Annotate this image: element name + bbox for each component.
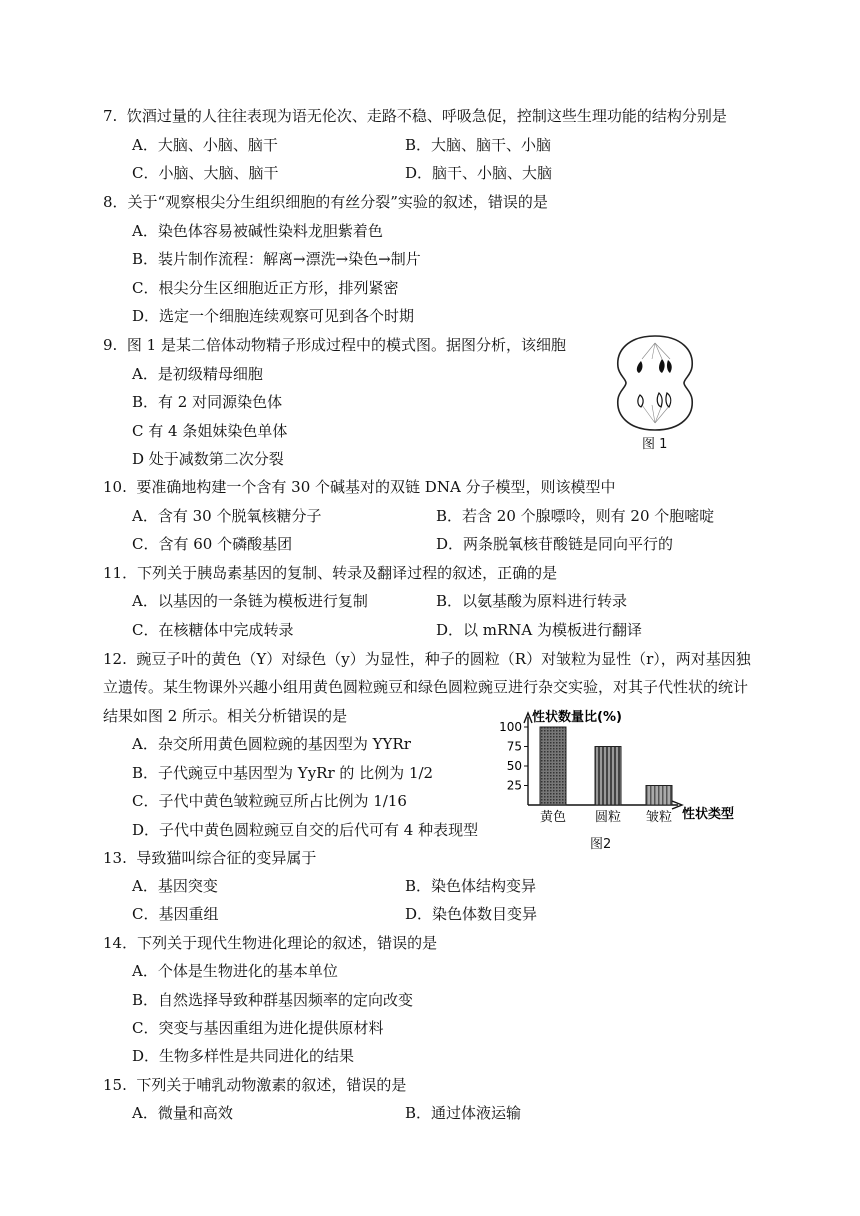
question-number: 14． [103,934,138,952]
option-a: A．含有 30 个脱氧核糖分子 [132,507,322,525]
question-text: 关于“观察根尖分生组织细胞的有丝分裂”实验的叙述，错误的是 [127,193,548,211]
option-a: A．杂交所用黄色圆粒豌的基因型为 YYRr [132,735,411,753]
question-12-stem-line3: 结果如图 2 所示。相关分析错误的是 [103,707,348,725]
question-number: 10. [103,478,127,496]
question-text: 下列关于胰岛素基因的复制、转录及翻译过程的叙述，正确的是 [137,564,558,582]
y-tick-label: 75 [506,739,522,754]
question-number: 9. [103,336,118,354]
question-13-stem [103,848,316,868]
y-tick-label: 25 [506,778,522,793]
option-b: B．装片制作流程：解离→漂洗→染色→制片 [132,250,421,268]
option-c: C 有 4 条姐妹染色单体 [132,422,288,440]
question-7-stem [103,106,727,126]
option-d: D 处于减数第二次分裂 [132,450,284,468]
bar-chart-svg [490,703,750,853]
option-b: B．子代豌豆中基因型为 YyRr 的 比例为 1/2 [132,764,434,782]
option-a: A．是初级精母细胞 [132,365,263,383]
option-a: A．基因突变 [132,877,218,895]
question-number: 7. [103,107,118,125]
option-b: B．大脑、脑干、小脑 [405,136,552,154]
x-axis-label: 性状类型 [682,807,735,822]
question-8-stem [103,192,548,212]
option-c: C．基因重组 [132,905,219,923]
option-c: C．在核糖体中完成转录 [132,621,294,639]
option-a: A．微量和高效 [132,1104,233,1122]
option-b: B．以氨基酸为原料进行转录 [436,592,628,610]
option-b: B．有 2 对同源染色体 [132,393,283,411]
question-text: 图 1 是某二倍体动物精子形成过程中的模式图。据图分析，该细胞 [126,336,566,354]
question-9-stem [103,335,566,355]
question-14-stem [103,933,437,953]
option-c: C．含有 60 个磷酸基团 [132,535,293,553]
option-a: A．以基因的一条链为模板进行复制 [132,592,368,610]
question-10-stem [103,477,616,497]
bar-2 [646,786,672,806]
question-number: 8． [103,193,128,211]
option-d: D．两条脱氧核苷酸链是同向平行的 [436,535,674,553]
option-d: D．选定一个细胞连续观察可见到各个时期 [132,307,415,325]
category-label: 黄色 [539,810,567,825]
option-d: D．以 mRNA 为模板进行翻译 [436,621,643,639]
option-a: A．染色体容易被碱性染料龙胆紫着色 [132,222,383,240]
question-text: 下列关于现代生物进化理论的叙述，错误的是 [137,934,438,952]
question-text: 导致猫叫综合征的变异属于 [136,849,317,867]
option-b: B．染色体结构变异 [405,877,537,895]
option-b: B．自然选择导致种群基因频率的定向改变 [132,991,414,1009]
question-12-stem-line1 [103,649,751,669]
y-tick-label: 100 [499,720,522,734]
figure-2-bar-chart [490,703,750,853]
option-c: C．小脑、大脑、脑干 [132,164,279,182]
question-text: 豌豆子叶的黄色（Y）对绿色（y）为显性，种子的圆粒（R）对皱粒为显性（r），两对基因独 [136,650,751,668]
question-text: 饮酒过量的人往往表现为语无伦次、走路不稳、呼吸急促，控制这些生理功能的结构分别是 [126,107,727,125]
question-text: 下列关于哺乳动物激素的叙述，错误的是 [136,1076,407,1094]
figure-2-caption: 图2 [590,837,612,852]
question-number: 13. [103,849,127,867]
option-b: B．若含 20 个腺嘌呤，则有 20 个胞嘧啶 [436,507,715,525]
question-number: 11． [103,564,138,582]
figure-1-caption: 图 1 [642,437,668,452]
option-d: D．脑干、小脑、大脑 [405,164,553,182]
question-number: 12. [103,650,127,668]
option-c: C．突变与基因重组为进化提供原材料 [132,1019,384,1037]
category-label: 皱粒 [645,810,673,825]
option-c: C．子代中黄色皱粒豌豆所占比例为 1/16 [132,792,407,810]
option-b: B．通过体液运输 [405,1104,522,1122]
question-text: 要准确地构建一个含有 30 个碱基对的双链 DNA 分子模型，则该模型中 [136,478,616,496]
option-d: D．子代中黄色圆粒豌豆自交的后代可有 4 种表现型 [132,821,479,839]
y-axis-label: 性状数量比(%) [532,710,622,725]
bar-1 [595,747,621,806]
question-number: 15. [103,1076,127,1094]
option-d: D．染色体数目变异 [405,905,538,923]
option-a: A．大脑、小脑、脑干 [132,136,278,154]
y-tick-label: 50 [506,759,522,773]
option-c: C．根尖分生区细胞近正方形，排列紧密 [132,279,399,297]
question-11-stem [103,563,557,583]
option-d: D．生物多样性是共同进化的结果 [132,1047,355,1065]
figure-1-cell-diagram [612,333,698,453]
category-label: 圆粒 [594,810,622,825]
question-15-stem [103,1075,406,1095]
option-a: A．个体是生物进化的基本单位 [132,962,338,980]
question-12-stem-line2: 立遗传。某生物课外兴趣小组用黄色圆粒豌豆和绿色圆粒豌豆进行杂交实验，对其子代性状的统计 [103,678,749,696]
bar-0 [540,727,566,805]
cell-diagram-svg [612,333,698,433]
